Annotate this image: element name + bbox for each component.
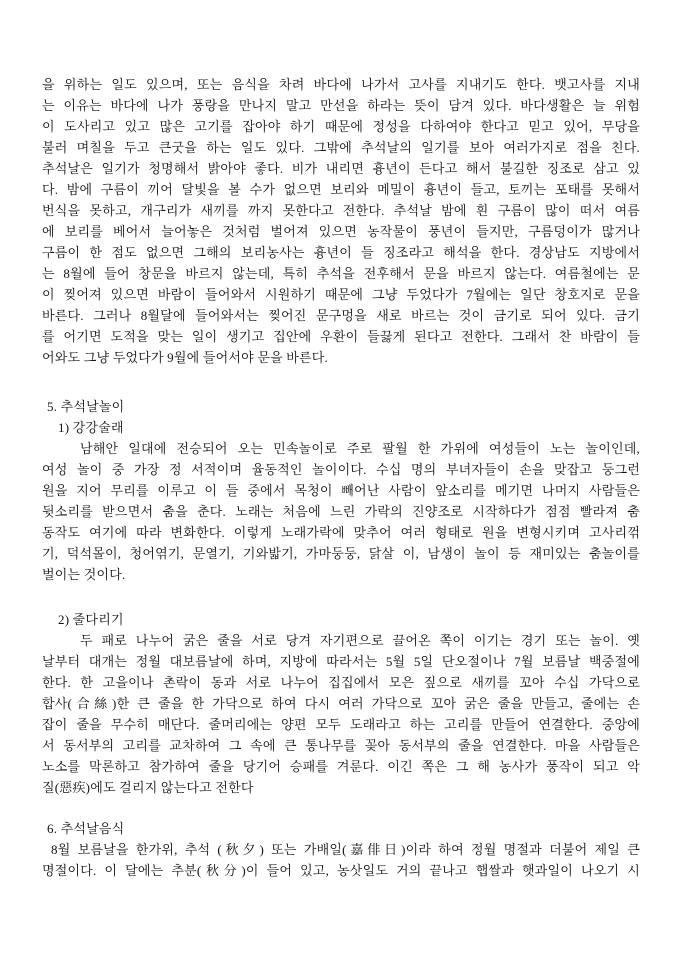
text-line: 기, 덕석몰이, 청어엮기, 문열기, 기와밟기, 가마둥둥, 닭살 이, 남생이 놀이 등 재미있는 춤놀이를 bbox=[42, 546, 640, 561]
text-line: 이 도사리고 있고 많은 고기를 잡아야 하기 때문에 정성을 다하여야 한다고 믿고 있어, 무당을 bbox=[42, 119, 640, 134]
text-line: 는 이유는 바다에 나가 풍랑을 만나지 말고 만선을 하라는 뜻이 담겨 있다. 바다생활은 늘 위험 bbox=[42, 98, 640, 113]
paragraph-chuseok-food bbox=[42, 839, 640, 881]
text-line: 서 동서부의 고리를 교차하여 그 속에 큰 통나무를 꽂아 동서부의 줄을 연결한다. 마을 사람들은 bbox=[42, 738, 640, 753]
text-line: 노소를 막론하고 참가하여 줄을 당기어 승패를 겨룬다. 이긴 쪽은 그 해 농사가 풍작이 되고 악 bbox=[42, 759, 640, 774]
subheading-2-juldarigi: 2) 줄다리기 bbox=[58, 612, 124, 627]
paragraph-ganggangsullae bbox=[42, 438, 640, 585]
section-heading-5-chuseok-games: 5. 추석날놀이 bbox=[47, 399, 125, 414]
text-line: 원을 지어 무리를 이루고 이 들 중에서 목청이 빼어난 사람이 앞소리를 메기면 나머지 사람들은 bbox=[42, 483, 640, 498]
text-line: 8월 보름날을 한가위, 추석 (秋夕) 또는 가배일(嘉俳日)이라 하여 정월 명절과 더불어 제일 큰 bbox=[51, 842, 640, 857]
subheading-1-ganggangsullae: 1) 강강술래 bbox=[58, 420, 124, 435]
text-line: 추석날은 일기가 청명해서 밝아야 좋다. 비가 내리면 흉년이 든다고 해서 불길한 징조로 삼고 있 bbox=[42, 161, 640, 176]
text-line: 구름이 한 점도 없으면 그해의 보리농사는 흉년이 들 징조라고 해석을 한다. 경상남도 지방에서 bbox=[42, 245, 640, 260]
text-line: 이 찢어져 있으면 바람이 들어와서 시원하기 때문에 그냥 두었다가 7월에는 일단 창호지로 문을 bbox=[42, 287, 640, 302]
paragraph-boat-rites-and-weather-divination bbox=[42, 74, 640, 368]
section-heading-6-chuseok-food: 6. 추석날음식 bbox=[47, 821, 125, 836]
text-line: 잡이 줄을 무수히 매단다. 줄머리에는 양편 모두 도래라고 하는 고리를 만들어 연결한다. 중앙에 bbox=[42, 717, 640, 732]
text-line: 두 패로 나누어 굵은 줄을 서로 당겨 자기편으로 끌어온 쪽이 이기는 경기 또는 놀이. 옛 bbox=[80, 633, 640, 648]
text-line: 다. 밤에 구름이 끼어 달빛을 볼 수가 없으면 보리와 메밀이 흉년이 들고, 토끼는 포태를 못해서 bbox=[42, 182, 640, 197]
text-line: 에 보리를 베어서 늘어놓은 것처럼 벌어져 있으면 농작물이 풍년이 들지만, 구름덩이가 많거나 bbox=[42, 224, 640, 239]
text-line: 날부터 대개는 정월 대보름날에 하며, 지방에 따라서는 5월 5일 단오절이나 7월 보름날 백중절에 bbox=[42, 654, 640, 669]
text-line: 를 어기면 도적을 맞는 일이 생기고 집안에 우환이 들끓게 된다고 전한다. 그래서 찬 바람이 들 bbox=[42, 329, 640, 344]
text-line: 번식을 못하고, 개구리가 새끼를 까지 못한다고 전한다. 추석날 밤에 흰 구름이 많이 떠서 여름 bbox=[42, 203, 640, 218]
text-line: 바른다. 그러나 8월달에 들어와서는 찢어진 문구멍을 새로 바르는 것이 금기로 되어 있다. 금기 bbox=[42, 308, 640, 323]
text-line: 질(惡疾)에도 걸리지 않는다고 전한다 bbox=[42, 780, 254, 795]
text-line: 합사(合絲)한 큰 줄을 한 가닥으로 하여 다시 여러 가닥으로 꼬아 굵은 줄을 만들고, 줄에는 손 bbox=[42, 696, 640, 711]
text-line: 뒷소리를 받으면서 춤을 춘다. 노래는 처음에 느린 가락의 진양조로 시작하다가 점점 빨라져 춤 bbox=[42, 504, 640, 519]
text-line: 동작도 여기에 따라 변화한다. 이렇게 노래가락에 맞추어 여러 형태로 원을 변형시키며 고사리꺾 bbox=[42, 525, 640, 540]
text-line: 는 8월에 들어 창문을 바르지 않는데, 특히 추석을 전후해서 문을 바르지 않는다. 여름철에는 문 bbox=[42, 266, 640, 281]
text-line: 벌이는 것이다. bbox=[42, 567, 126, 582]
text-line: 어와도 그냥 두었다가 9월에 들어서야 문을 바른다. bbox=[42, 350, 329, 365]
text-line: 여성 놀이 중 가장 정 서적이며 율동적인 놀이이다. 수십 명의 부녀자들이 손을 맞잡고 둥그런 bbox=[42, 462, 640, 477]
text-line: 불러 며칠을 두고 큰굿을 하는 일도 있다. 그밖에 추석날의 일기를 보아 여러가지로 점을 친다. bbox=[42, 140, 640, 155]
document-content bbox=[42, 74, 640, 881]
text-line: 을 위하는 일도 있으며, 또는 음식을 차려 바다에 나가서 고사를 지내기도 한다. 뱃고사를 지내 bbox=[42, 77, 640, 92]
text-line: 한다. 한 고을이나 촌락이 동과 서로 나누어 집집에서 모은 짚으로 새끼를 꼬아 수십 가닥으로 bbox=[42, 675, 640, 690]
paragraph-juldarigi bbox=[42, 630, 640, 798]
text-line: 명절이다. 이 달에는 추분(秋分)이 들어 있고, 농삿일도 거의 끝나고 햅쌀과 햇과일이 나오기 시 bbox=[42, 863, 640, 878]
text-line: 남해안 일대에 전승되어 오는 민속놀이로 주로 팔월 한 가위에 여성들이 노는 놀이인데, bbox=[80, 441, 640, 456]
